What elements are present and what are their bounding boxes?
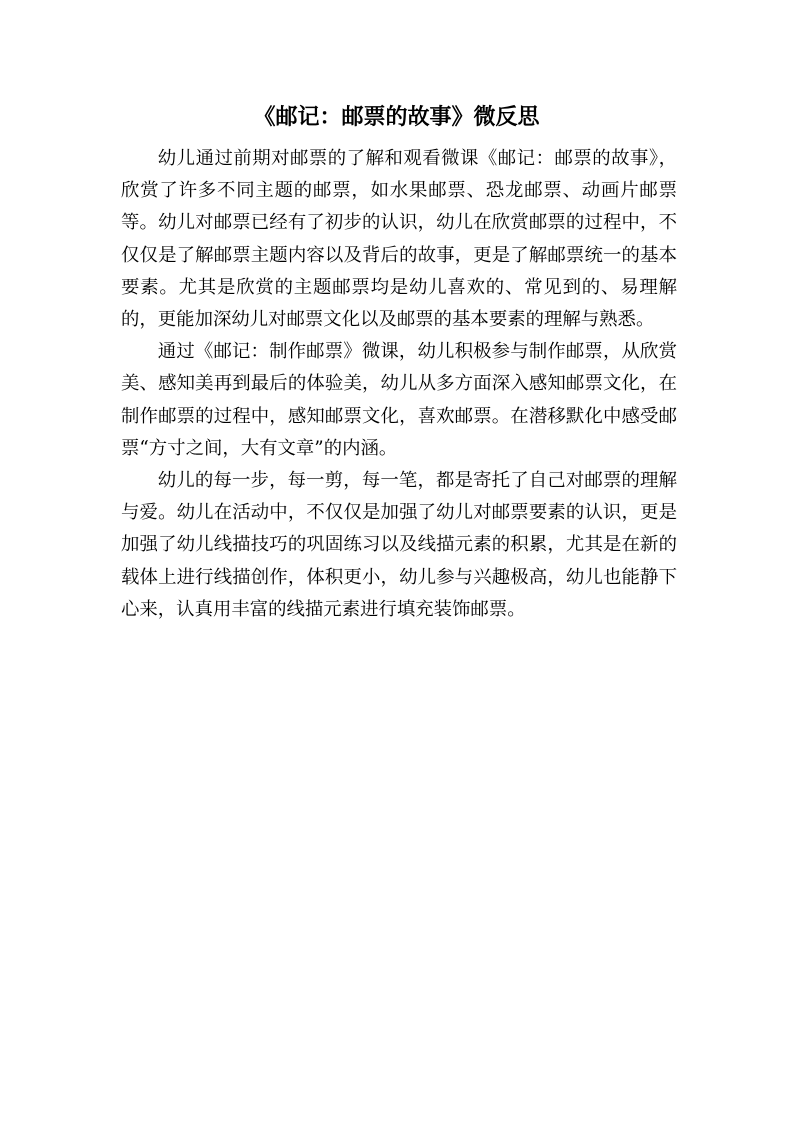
paragraph-3: 幼儿的每一步，每一剪，每一笔，都是寄托了自己对邮票的理解与爱。幼儿在活动中，不仅仅是加强了幼儿对邮票要素的认识，更是加强了幼儿线描技巧的巩固练习以及线描元素的积累，尤其是在新的载体上进行线描创作，体积更小，幼儿参与兴趣极高，幼儿也能静下心来，认真用丰富的线描元素进行填充装饰邮票。 xyxy=(121,470,677,620)
document-title: 《邮记：邮票的故事》微反思 xyxy=(253,104,540,130)
document-body xyxy=(121,143,677,626)
paragraph-2: 通过《邮记：制作邮票》微课，幼儿积极参与制作邮票，从欣赏美、感知美再到最后的体验美，幼儿从多方面深入感知邮票文化，在制作邮票的过程中，感知邮票文化，喜欢邮票。在潜移默化中感受邮票“方寸之间，大有文章”的内涵。 xyxy=(121,341,677,459)
paragraph-1: 幼儿通过前期对邮票的了解和观看微课《邮记：邮票的故事》，欣赏了许多不同主题的邮票，如水果邮票、恐龙邮票、动画片邮票等。幼儿对邮票已经有了初步的认识，幼儿在欣赏邮票的过程中，不仅仅是了解邮票主题内容以及背后的故事，更是了解邮票统一的基本要素。尤其是欣赏的主题邮票均是幼儿喜欢的、常见到的、易理解的，更能加深幼儿对邮票文化以及邮票的基本要素的理解与熟悉。 xyxy=(121,148,677,331)
